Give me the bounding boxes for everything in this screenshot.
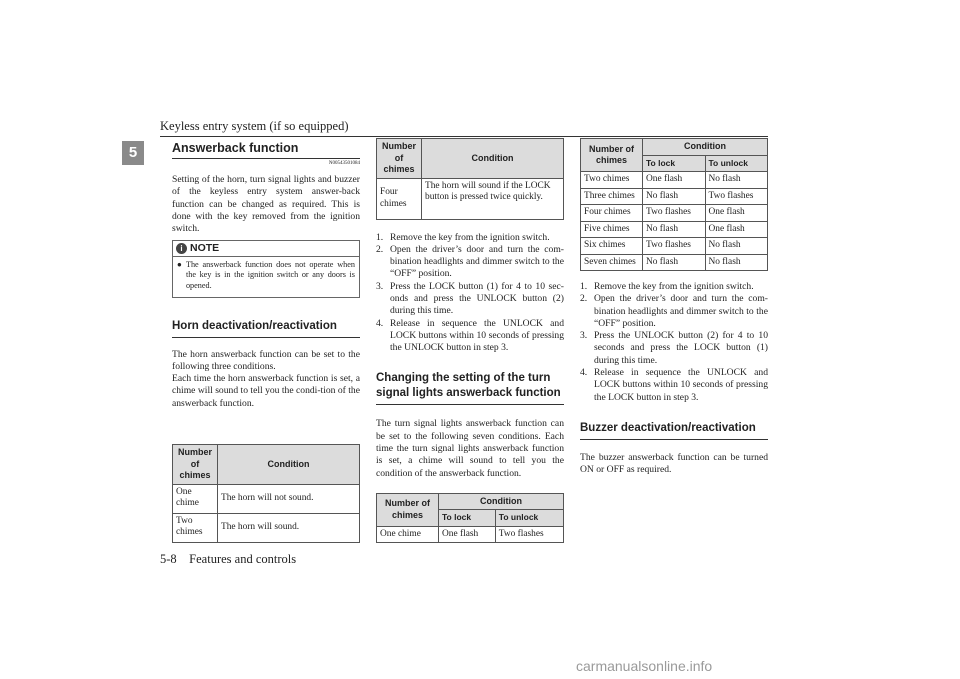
horn-paragraph-2: Each time the horn answerback function is set, a chime will sound to tell you the condi-tion of the answerback function. (172, 373, 360, 409)
reference-code: N00543501084 (328, 161, 360, 166)
turn-signal-paragraph: The turn signal lights answerback function can be set to the following seven conditions. Each time the turn signal lights answerback function is set, a chime will sound to tell you the condition of the answerback function. (376, 418, 564, 479)
table-cell: Four chimes (377, 178, 422, 219)
turn-signal-table-continued (580, 138, 768, 271)
chapter-tab: 5 (122, 141, 144, 165)
note-box (172, 240, 360, 297)
page-number: 5-8 (160, 552, 177, 566)
watermark: carmanualsonline.info (576, 658, 713, 674)
table-row (377, 526, 564, 543)
turn-signal-table (376, 493, 564, 544)
table-header-unlock: To unlock (495, 510, 563, 527)
table-header-chimes: Number of chimes (377, 139, 422, 179)
info-icon: i (176, 243, 187, 254)
buzzer-heading: Buzzer deactivation/reactivation (580, 421, 768, 440)
answerback-heading: Answerback function (172, 140, 360, 159)
bullet-icon: ● (177, 259, 182, 269)
list-item: 1. Remove the key from the ignition switch. (580, 281, 754, 292)
column-1 (172, 140, 360, 543)
table-cell: The horn will sound if the LOCK button is pressed twice quickly. (422, 178, 564, 219)
table-header-lock: To lock (643, 155, 706, 172)
table-row (377, 178, 564, 219)
table-cell: Two flashes (495, 526, 563, 543)
list-item: 4. Release in sequence the UNLOCK and LOCK buttons within 10 seconds of pressing the LOCK button in step 3. (580, 367, 768, 403)
horn-heading: Horn deactivation/reactivation (172, 319, 360, 338)
table-header-unlock: To unlock (705, 155, 768, 172)
buzzer-paragraph: The buzzer answerback function can be turned ON or OFF as required. (580, 451, 768, 476)
unlock-steps (580, 281, 768, 404)
table-header-lock: To lock (439, 510, 496, 527)
page-footer (160, 552, 296, 567)
table-row: Four chimes Two flashes One flash (581, 205, 768, 222)
horn-paragraph-1: The horn answerback function can be set to the following three conditions. (172, 348, 360, 372)
table-row: Three chimes No flash Two flashes (581, 188, 768, 205)
table-header-condition: Condition (439, 493, 564, 510)
list-item: 1. Remove the key from the ignition switch. (376, 231, 550, 243)
table-header-condition: Condition (643, 139, 768, 156)
table-cell: One chime (377, 526, 439, 543)
answerback-intro: Setting of the horn, turn signal lights and buzzer of the keyless entry system answer-back function can be changed as required. This is done with the key removed from the ignition switch. (172, 174, 360, 235)
note-text: The answerback function does not operate when the key is in the ignition switch or any doors is opened. (185, 259, 355, 290)
list-item: 2. Open the driver’s door and turn the com-bination headlights and dimmer switch to the “OFF” position. (580, 293, 768, 329)
table-row (173, 484, 360, 513)
table-header-chimes: Number of chimes (377, 493, 439, 526)
list-item: 4. Release in sequence the UNLOCK and LOCK buttons within 10 seconds of pressing the UNLOCK button in step 3. (376, 317, 564, 354)
table-header-condition: Condition (422, 139, 564, 179)
table-row: Seven chimes No flash No flash (581, 254, 768, 271)
section-name: Features and controls (189, 552, 297, 566)
table-cell: One flash (439, 526, 496, 543)
header-rule (160, 136, 768, 137)
table-header-condition: Condition (218, 445, 360, 485)
table-row: Five chimes No flash One flash (581, 221, 768, 238)
note-title: NOTE (190, 242, 220, 255)
table-cell: Two chimes (173, 513, 218, 542)
list-item: 2. Open the driver’s door and turn the com-bination headlights and dimmer switch to the “OFF” position. (376, 243, 564, 280)
column-2 (376, 138, 564, 543)
table-row: Six chimes Two flashes No flash (581, 238, 768, 255)
running-header: Keyless entry system (if so equipped) (160, 119, 349, 133)
list-item: 3. Press the LOCK button (1) for 4 to 10 sec-onds and press the UNLOCK button (2) during this time. (376, 280, 564, 317)
table-row: Two chimes One flash No flash (581, 172, 768, 189)
table-header-chimes: Number of chimes (173, 445, 218, 485)
table-row (173, 513, 360, 542)
table-cell: The horn will sound. (218, 513, 360, 542)
column-3 (580, 138, 768, 477)
horn-table-continued (376, 138, 564, 220)
table-cell: The horn will not sound. (218, 484, 360, 513)
horn-table (172, 444, 360, 543)
list-item: 3. Press the UNLOCK button (2) for 4 to 10 seconds and press the LOCK button (1) during this time. (580, 330, 768, 366)
turn-signal-heading: Changing the setting of the turn signal lights answerback function (376, 371, 564, 405)
lock-steps (376, 232, 564, 355)
table-cell: One chime (173, 484, 218, 513)
table-header-chimes: Number of chimes (581, 139, 643, 172)
